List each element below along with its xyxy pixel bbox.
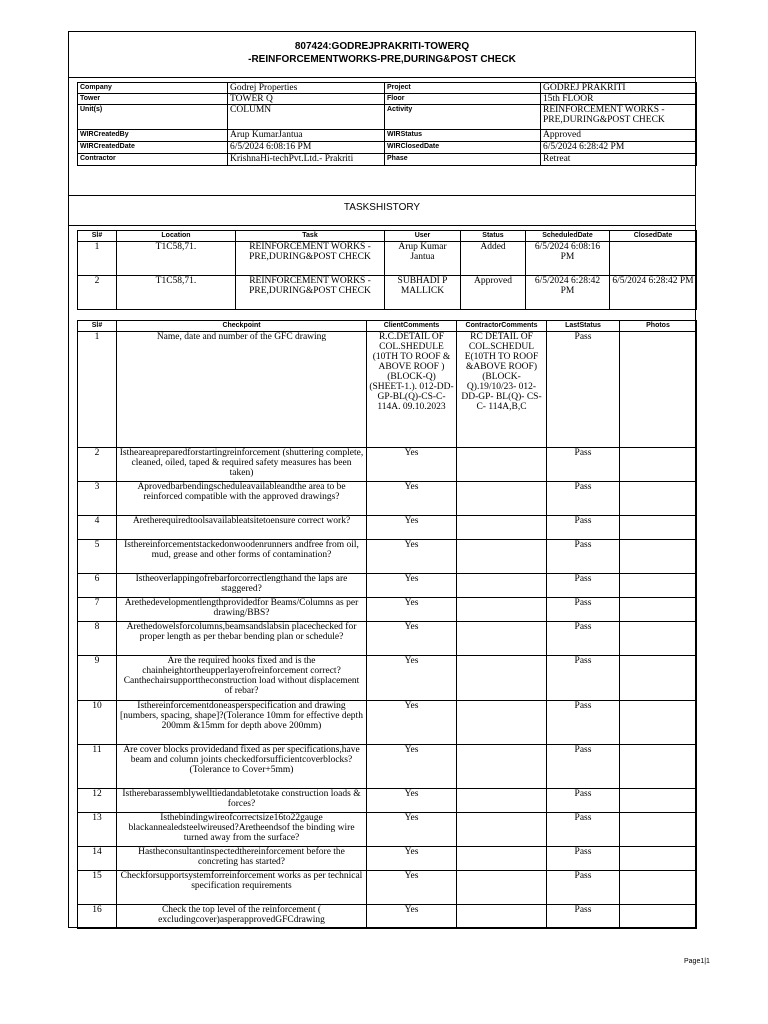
checkpoint-sl-cell: 5 (78, 540, 117, 574)
checkpoint-photos-cell (620, 813, 697, 847)
checkpoint-checkpoint-cell: Istherebarassemblywelltiedandabletotake construction loads & forces? (117, 789, 367, 813)
checkpoint-checkpoint-cell: Isthereinforcementstackedonwoodenrunners andfree from oil, mud, grease and other forms of contamination? (117, 540, 367, 574)
tasks-header-cell: Status (461, 231, 526, 242)
wir-created-date-value: 6/5/2024 6:08:16 PM (228, 142, 385, 154)
checkpoint-status-cell: Pass (547, 540, 620, 574)
table-row (78, 622, 697, 656)
tasks-header-cell: ScheduledDate (526, 231, 610, 242)
checkpoint-sl-cell: 9 (78, 656, 117, 701)
divider (69, 195, 695, 196)
checkpoint-sl-cell: 3 (78, 482, 117, 516)
project-value: GODREJ PRAKRITI (541, 83, 697, 94)
checkpoint-header-cell: LastStatus (547, 321, 620, 332)
checkpoint-contractor-cell (457, 847, 547, 871)
checkpoint-status-cell: Pass (547, 448, 620, 482)
checkpoint-photos-cell (620, 745, 697, 789)
checkpoint-client-cell: Yes (367, 482, 457, 516)
table-row (78, 745, 697, 789)
task-location-cell: T1C58,71. (117, 276, 236, 310)
checkpoint-status-cell: Pass (547, 789, 620, 813)
activity-label: Activity (385, 105, 541, 130)
checkpoint-sl-cell: 1 (78, 332, 117, 448)
table-row (78, 276, 697, 310)
document-frame (68, 31, 696, 928)
checkpoint-status-cell: Pass (547, 516, 620, 540)
tasks-header-cell: Location (117, 231, 236, 242)
tasks-header-cell: Task (236, 231, 385, 242)
checkpoint-photos-cell (620, 482, 697, 516)
checkpoint-status-cell: Pass (547, 847, 620, 871)
checkpoint-contractor-cell (457, 540, 547, 574)
checkpoint-contractor-cell (457, 789, 547, 813)
checkpoint-status-cell: Pass (547, 332, 620, 448)
checkpoint-checkpoint-cell: Isthebindingwireofcorrectsize16to22gauge blackannealedsteelwireused?Aretheendsof the binding wire turned away from the surface? (117, 813, 367, 847)
checkpoint-client-cell: Yes (367, 871, 457, 905)
checkpoint-sl-cell: 10 (78, 701, 117, 745)
checkpoint-checkpoint-cell: Isthereinforcementdoneasperspecification and drawing [numbers, spacing, shape]?(Tolerance 10mm for effective depth 200mm &15mm for depth above 200mm) (117, 701, 367, 745)
tasks-header-row (78, 231, 697, 242)
checkpoint-photos-cell (620, 448, 697, 482)
wir-closed-date-value: 6/5/2024 6:28:42 PM (541, 142, 697, 154)
tasks-header-cell: User (385, 231, 461, 242)
task-scheduled-cell: 6/5/2024 6:08:16 PM (526, 242, 610, 276)
wir-status-label: WIRStatus (385, 130, 541, 142)
divider (69, 225, 695, 226)
checkpoint-header-cell: ContractorComments (457, 321, 547, 332)
wir-created-date-label: WIRCreatedDate (78, 142, 228, 154)
checkpoint-sl-cell: 15 (78, 871, 117, 905)
checkpoint-sl-cell: 12 (78, 789, 117, 813)
floor-label: Floor (385, 94, 541, 105)
checkpoint-photos-cell (620, 871, 697, 905)
checkpoint-checkpoint-cell: Istheoverlappingofrebarforcorrectlengthand the laps are staggered? (117, 574, 367, 598)
task-scheduled-cell: 6/5/2024 6:28:42 PM (526, 276, 610, 310)
checkpoint-photos-cell (620, 540, 697, 574)
checkpoint-photos-cell (620, 656, 697, 701)
checkpoint-contractor-cell (457, 482, 547, 516)
checkpoint-sl-cell: 14 (78, 847, 117, 871)
divider (69, 77, 695, 78)
checkpoint-status-cell: Pass (547, 656, 620, 701)
table-row (78, 516, 697, 540)
checkpoint-client-cell: Yes (367, 448, 457, 482)
checkpoint-contractor-cell (457, 622, 547, 656)
info-table (77, 82, 697, 166)
title-line-2: -REINFORCEMENTWORKS-PRE,DURING&POST CHECK (248, 54, 516, 65)
checkpoint-sl-cell: 16 (78, 905, 117, 929)
checkpoint-contractor-cell (457, 745, 547, 789)
task-status-cell: Approved (461, 276, 526, 310)
table-row (78, 242, 697, 276)
task-user-cell: Arup Kumar Jantua (385, 242, 461, 276)
task-user-cell: SUBHADI P MALLICK (385, 276, 461, 310)
checkpoint-status-cell: Pass (547, 813, 620, 847)
wir-status-value: Approved (541, 130, 697, 142)
checkpoint-status-cell: Pass (547, 598, 620, 622)
table-row (78, 656, 697, 701)
checkpoint-checkpoint-cell: Arethedowelsforcolumns,beamsandslabsin placechecked for proper length as per thebar bending plan or schedule? (117, 622, 367, 656)
checkpoint-status-cell: Pass (547, 622, 620, 656)
checkpoint-photos-cell (620, 789, 697, 813)
checkpoint-photos-cell (620, 701, 697, 745)
checkpoint-status-cell: Pass (547, 871, 620, 905)
company-value: Godrej Properties (228, 83, 385, 94)
checkpoint-contractor-cell (457, 701, 547, 745)
checkpoints-header-row (78, 321, 697, 332)
project-label: Project (385, 83, 541, 94)
table-row (78, 482, 697, 516)
checkpoint-header-cell: Checkpoint (117, 321, 367, 332)
page-number: Page1|1 (684, 958, 710, 965)
checkpoint-status-cell: Pass (547, 574, 620, 598)
checkpoint-status-cell: Pass (547, 701, 620, 745)
checkpoint-sl-cell: 7 (78, 598, 117, 622)
checkpoint-client-cell: Yes (367, 516, 457, 540)
tasks-header-cell: ClosedDate (610, 231, 697, 242)
checkpoint-client-cell: Yes (367, 905, 457, 929)
checkpoint-sl-cell: 2 (78, 448, 117, 482)
checkpoint-contractor-cell (457, 448, 547, 482)
tower-label: Tower (78, 94, 228, 105)
checkpoint-contractor-cell: RC DETAIL OF COL.SCHEDUL E(10TH TO ROOF &ABOVE ROOF)(BLOCK-Q).19/10/23- 012-DD-GP- BL(Q)- CS-C- 114A,B,C (457, 332, 547, 448)
title-line-1: 807424:GODREJPRAKRITI-TOWERQ (294, 41, 470, 52)
phase-value: Retreat (541, 154, 697, 166)
checkpoint-status-cell: Pass (547, 905, 620, 929)
table-row (78, 871, 697, 905)
table-row (78, 701, 697, 745)
activity-value: REINFORCEMENT WORKS -PRE,DURING&POST CHECK (541, 105, 697, 130)
checkpoint-checkpoint-cell: Arethedevelopmentlengthprovidedfor Beams/Columns as per drawing/BBS? (117, 598, 367, 622)
units-label: Unit(s) (78, 105, 228, 130)
checkpoint-checkpoint-cell: Checkforsupportsystemforreinforcement works as per technical specification requirements (117, 871, 367, 905)
checkpoint-client-cell: Yes (367, 789, 457, 813)
checkpoint-sl-cell: 6 (78, 574, 117, 598)
tower-value: TOWER Q (228, 94, 385, 105)
checkpoint-checkpoint-cell: Name, date and number of the GFC drawing (117, 332, 367, 448)
checkpoint-contractor-cell (457, 656, 547, 701)
table-row (78, 332, 697, 448)
task-sl-cell: 2 (78, 276, 117, 310)
checkpoint-contractor-cell (457, 905, 547, 929)
checkpoint-client-cell: Yes (367, 701, 457, 745)
checkpoint-client-cell: Yes (367, 745, 457, 789)
checkpoint-photos-cell (620, 516, 697, 540)
checkpoint-sl-cell: 13 (78, 813, 117, 847)
table-row (78, 813, 697, 847)
checkpoint-contractor-cell (457, 598, 547, 622)
tasks-header-cell: Sl# (78, 231, 117, 242)
checkpoint-contractor-cell (457, 871, 547, 905)
task-task-cell: REINFORCEMENT WORKS -PRE,DURING&POST CHECK (236, 242, 385, 276)
task-sl-cell: 1 (78, 242, 117, 276)
checkpoint-photos-cell (620, 574, 697, 598)
task-task-cell: REINFORCEMENT WORKS -PRE,DURING&POST CHECK (236, 276, 385, 310)
checkpoint-status-cell: Pass (547, 745, 620, 789)
floor-value: 15th FLOOR (541, 94, 697, 105)
checkpoints-table (77, 320, 697, 929)
units-value: COLUMN (228, 105, 385, 130)
checkpoint-checkpoint-cell: Are the required hooks fixed and is the chainheightortheupperlayerofreinforcement correct?Canthechairsupporttheconstruction load without displacement of rebar? (117, 656, 367, 701)
checkpoint-photos-cell (620, 332, 697, 448)
task-closed-cell (610, 242, 697, 276)
checkpoint-contractor-cell (457, 516, 547, 540)
checkpoint-header-cell: Photos (620, 321, 697, 332)
table-row (78, 540, 697, 574)
checkpoint-sl-cell: 4 (78, 516, 117, 540)
task-location-cell: T1C58,71. (117, 242, 236, 276)
contractor-label: Contractor (78, 154, 228, 166)
checkpoint-sl-cell: 8 (78, 622, 117, 656)
company-label: Company (78, 83, 228, 94)
checkpoint-client-cell: Yes (367, 622, 457, 656)
checkpoint-client-cell: R.C.DETAIL OF COL.SHEDULE (10TH TO ROOF & ABOVE ROOF )(BLOCK-Q) (SHEET-1.). 012-DD-GP-BL(Q)-CS-C-114A. 09.10.2023 (367, 332, 457, 448)
table-row (78, 598, 697, 622)
checkpoint-checkpoint-cell: Are cover blocks providedand fixed as per specifications,have beam and column joints checkedforsufficientcoverblocks?(Tolerance to Cover+5mm) (117, 745, 367, 789)
checkpoint-status-cell: Pass (547, 482, 620, 516)
tasks-history-table (77, 230, 697, 310)
table-row (78, 847, 697, 871)
wir-created-by-label: WIRCreatedBy (78, 130, 228, 142)
wir-created-by-value: Arup KumarJantua (228, 130, 385, 142)
task-status-cell: Added (461, 242, 526, 276)
checkpoint-checkpoint-cell: Check the top level of the reinforcement ( excludingcover)asperapprovedGFCdrawing (117, 905, 367, 929)
checkpoint-client-cell: Yes (367, 574, 457, 598)
checkpoint-checkpoint-cell: Hastheconsultantinspectedthereinforcement before the concreting has started? (117, 847, 367, 871)
checkpoint-photos-cell (620, 622, 697, 656)
checkpoint-photos-cell (620, 598, 697, 622)
checkpoint-checkpoint-cell: Istheareapreparedforstartingreinforcement (shuttering complete, cleaned, oiled, taped & required safety measures has been taken) (117, 448, 367, 482)
checkpoint-checkpoint-cell: Aretherequiredtoolsavailableatsitetoensure correct work? (117, 516, 367, 540)
checkpoint-header-cell: ClientComments (367, 321, 457, 332)
tasks-history-title: TASKSHISTORY (343, 202, 421, 213)
table-row (78, 448, 697, 482)
checkpoint-photos-cell (620, 847, 697, 871)
task-closed-cell: 6/5/2024 6:28:42 PM (610, 276, 697, 310)
checkpoint-client-cell: Yes (367, 847, 457, 871)
phase-label: Phase (385, 154, 541, 166)
checkpoint-client-cell: Yes (367, 598, 457, 622)
table-row (78, 905, 697, 929)
checkpoint-checkpoint-cell: Aprovedbarbendingscheduleavailableandthe area to be reinforced compatible with the approved drawings? (117, 482, 367, 516)
checkpoint-photos-cell (620, 905, 697, 929)
checkpoint-sl-cell: 11 (78, 745, 117, 789)
checkpoint-client-cell: Yes (367, 813, 457, 847)
table-row (78, 574, 697, 598)
contractor-value: KrishnaHi-techPvt.Ltd.- Prakriti (228, 154, 385, 166)
document-title (69, 32, 695, 77)
table-row (78, 789, 697, 813)
checkpoint-client-cell: Yes (367, 540, 457, 574)
checkpoint-client-cell: Yes (367, 656, 457, 701)
checkpoint-contractor-cell (457, 574, 547, 598)
checkpoint-header-cell: Sl# (78, 321, 117, 332)
checkpoint-contractor-cell (457, 813, 547, 847)
wir-closed-date-label: WIRClosedDate (385, 142, 541, 154)
